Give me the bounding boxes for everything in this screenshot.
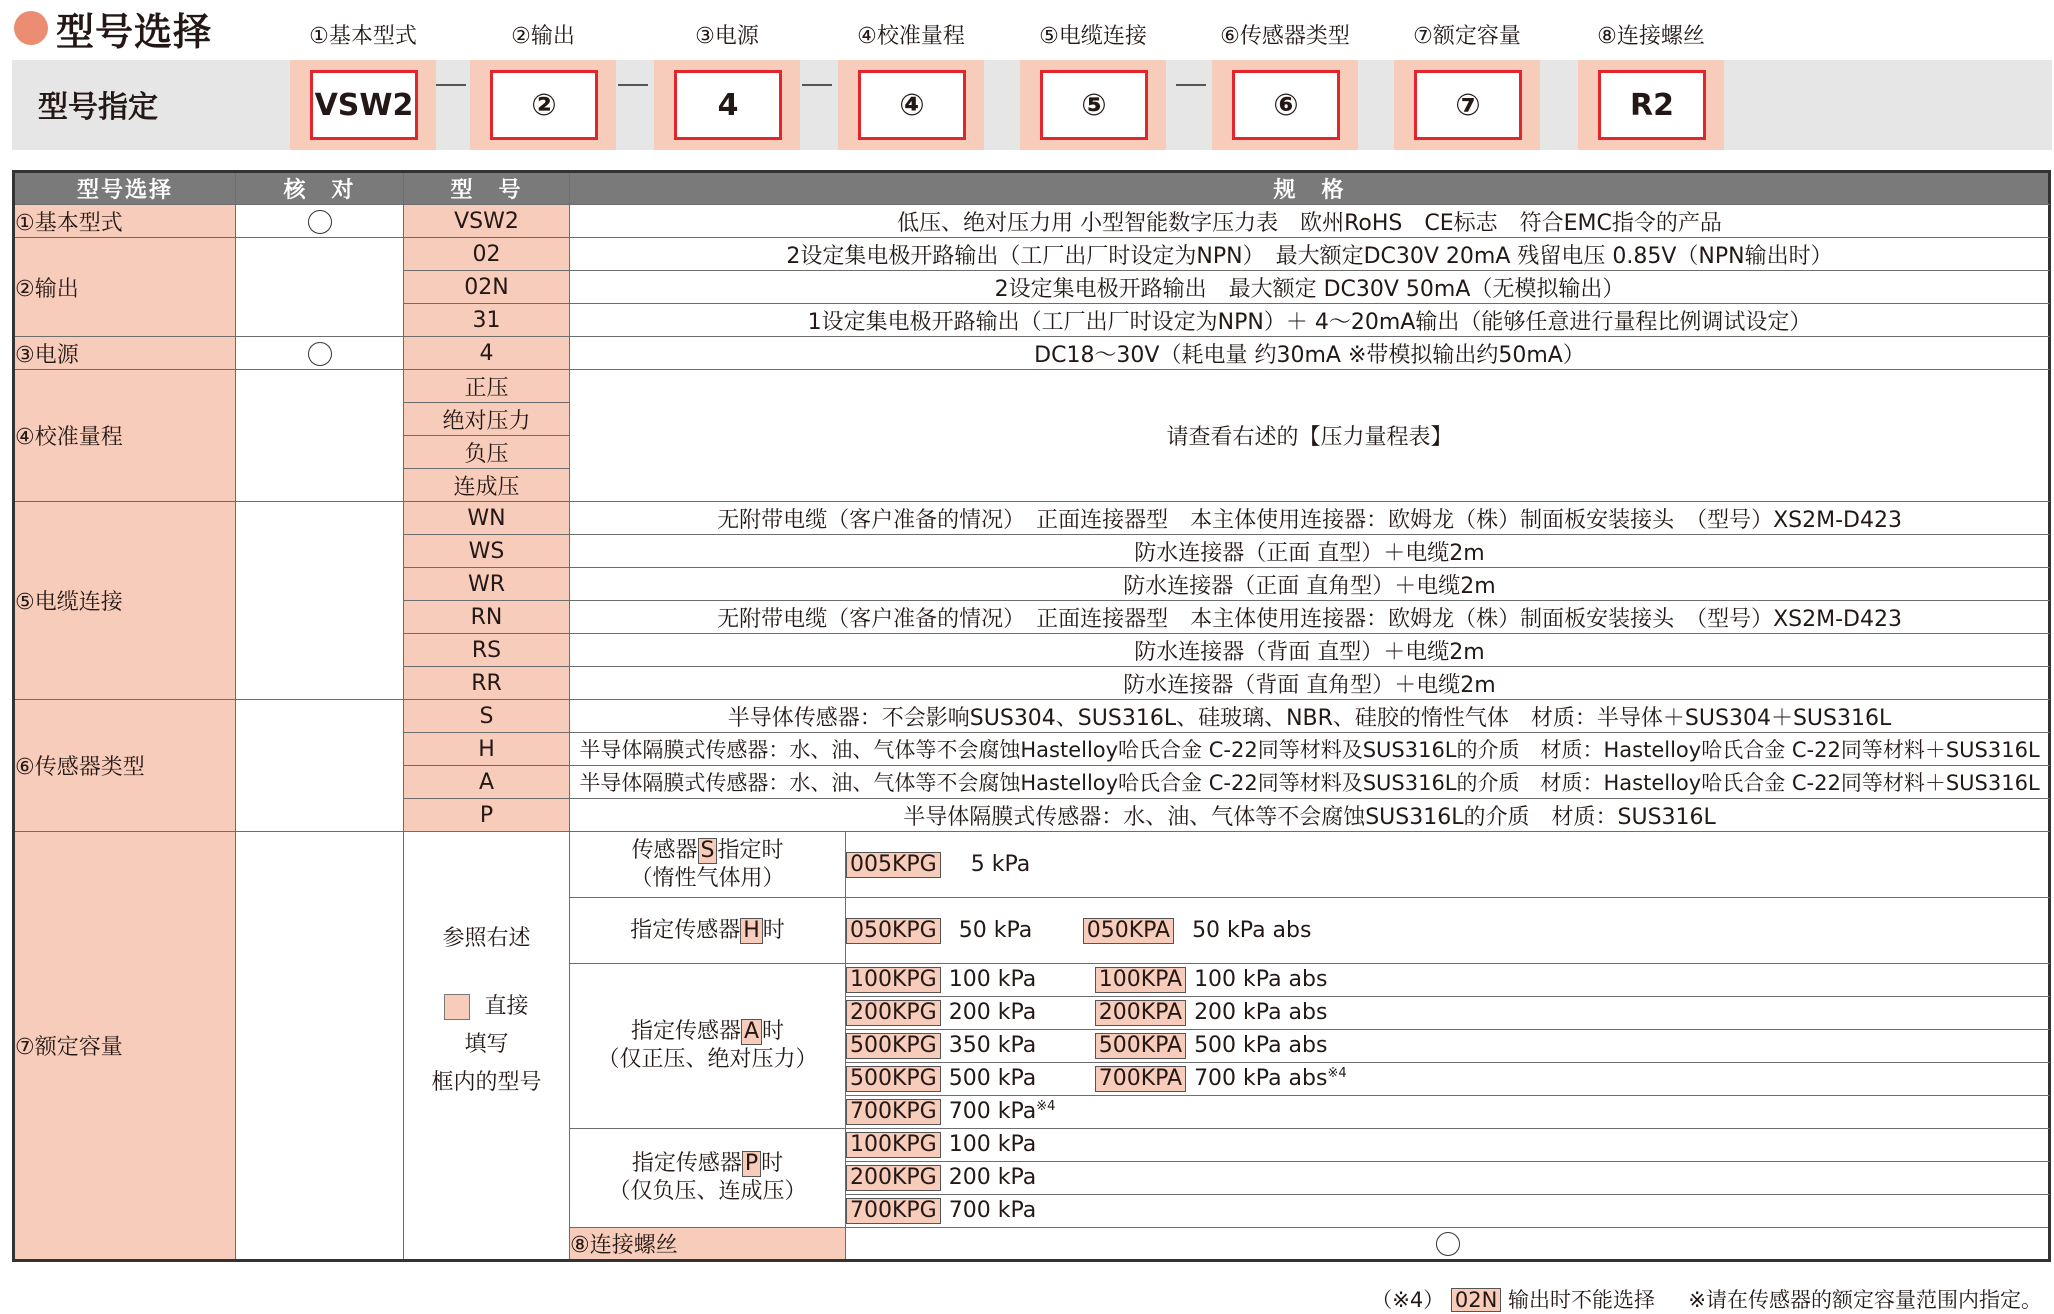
spec-cell: 半导体隔膜式传感器：水、油、气体等不会腐蚀Hastelloy哈氏合金 C-22同等材料及SUS316L的介质 材质：Hastelloy哈氏合金 C-22同等材料＋SUS316L <box>570 766 2050 799</box>
capacity-value: 500 kPa <box>948 1066 1037 1092</box>
reference-line: 框内的型号 <box>431 1069 542 1095</box>
spec-cell: 无附带电缆（客户准备的情况） 正面连接器型 本主体使用连接器：欧姆龙（株）制面板安装接头 （型号）XS2M-D423 <box>570 502 2050 535</box>
code-cell: WR <box>404 568 570 601</box>
title-text: 型号选择 <box>56 9 213 54</box>
check-cell <box>236 700 404 832</box>
capacity-code-tag: 200KPG <box>846 1165 941 1191</box>
capacity-row <box>846 1030 2050 1063</box>
check-cell <box>236 502 404 700</box>
spec-cell: 防水连接器（正面 直角型）＋电缆2m <box>570 568 2050 601</box>
fill-box-icon <box>444 994 470 1020</box>
table-row <box>14 370 2050 403</box>
capacity-value: 100 kPa <box>948 967 1037 992</box>
segment-box-4 <box>838 60 984 150</box>
footnote <box>1371 1284 2042 1314</box>
segment-box-8 <box>1578 60 1724 150</box>
capacity-row <box>846 832 2050 898</box>
capacity-value: 50 kPa <box>958 917 1033 943</box>
capacity-value: 700 kPa <box>948 1198 1037 1223</box>
sensor-code-box: P <box>742 1151 761 1177</box>
check-cell <box>846 1228 2050 1261</box>
capacity-value: 200 kPa <box>948 1000 1037 1025</box>
section-title <box>14 6 213 54</box>
capacity-code-tag: 100KPA <box>1095 967 1186 993</box>
code-cell: A <box>404 766 570 799</box>
segment-value-3: 4 <box>674 70 782 140</box>
segment-label-1: ①基本型式 <box>309 24 417 49</box>
capacity-code-tag: 050KPA <box>1083 918 1174 944</box>
capacity-code-tag: 500KPG <box>846 1033 941 1059</box>
model-selection-table <box>12 170 2051 1262</box>
segment-label-4: ④校准量程 <box>857 24 965 49</box>
circle-icon <box>1436 1232 1460 1256</box>
code-cell: 4 <box>404 337 570 370</box>
segment-value-6: ⑥ <box>1232 70 1340 140</box>
capacity-code-tag: 700KPG <box>846 1198 941 1224</box>
table-row <box>14 832 2050 898</box>
segment-label-3: ③电源 <box>695 24 759 49</box>
capacity-value: 200 kPa <box>948 1165 1037 1190</box>
spec-cell: 半导体传感器：不会影响SUS304、SUS316L、硅玻璃、NBR、硅胶的惰性气体 材质：半导体＋SUS304＋SUS316L <box>570 700 2050 733</box>
category-output: ②输出 <box>14 238 236 337</box>
part-number-label: 型号指定 <box>38 90 158 125</box>
spec-cell: 防水连接器（背面 直角型）＋电缆2m <box>570 667 2050 700</box>
code-cell: RN <box>404 601 570 634</box>
code-cell: WS <box>404 535 570 568</box>
capacity-value: 700 kPa abs <box>1194 1066 1328 1092</box>
code-cell: RR <box>404 667 570 700</box>
table-header-row <box>14 172 2050 205</box>
header-code: 型 号 <box>404 172 570 205</box>
segment-box-5 <box>1020 60 1166 150</box>
code-cell: 负压 <box>404 436 570 469</box>
capacity-value: 700 kPa <box>948 1099 1037 1125</box>
footnote-text: ※请在传感器的额定容量范围内指定。 <box>1688 1288 2042 1312</box>
segment-label-7: ⑦额定容量 <box>1413 24 1521 49</box>
capacity-value: 50 kPa abs <box>1192 917 1312 943</box>
capacity-code-tag: 700KPA <box>1095 1066 1186 1092</box>
segment-label-6: ⑥传感器类型 <box>1220 24 1350 49</box>
capacity-code-tag: 100KPG <box>846 1132 941 1158</box>
bullet-dot-icon <box>14 11 48 45</box>
table-row <box>14 502 2050 535</box>
circle-icon <box>308 210 332 234</box>
capacity-row <box>846 1096 2050 1129</box>
capacity-code-tag: 500KPG <box>846 1066 941 1092</box>
category-power: ③电源 <box>14 337 236 370</box>
code-cell: 连成压 <box>404 469 570 502</box>
header-check: 核 对 <box>236 172 404 205</box>
segment-dash <box>618 84 648 86</box>
capacity-row <box>846 997 2050 1030</box>
sensor-code-box: A <box>741 1019 762 1045</box>
condition-cell-p: 指定传感器 P 时 （仅负压、连成压） <box>570 1129 846 1228</box>
capacity-code-tag: 005KPG <box>846 852 941 878</box>
capacity-code-tag: 200KPA <box>1095 1000 1186 1026</box>
spec-cell: 请查看右述的【压力量程表】 <box>570 370 2050 502</box>
reference-line: 直接 <box>484 993 529 1019</box>
check-cell <box>236 337 404 370</box>
header-spec: 规 格 <box>570 172 2050 205</box>
capacity-row <box>846 1129 2050 1162</box>
capacity-value: 100 kPa <box>948 1132 1037 1157</box>
reference-line: 填写 <box>464 1031 509 1057</box>
sensor-code-box: H <box>740 918 763 944</box>
table-row <box>14 238 2050 271</box>
segment-label-2: ②输出 <box>511 24 575 49</box>
check-cell <box>236 238 404 337</box>
capacity-value: 350 kPa <box>948 1033 1037 1058</box>
footnote-code-tag: 02N <box>1451 1288 1501 1312</box>
condition-cell-a: 指定传感器 A 时 （仅正压、绝对压力） <box>570 964 846 1129</box>
spec-cell: 半导体隔膜式传感器：水、油、气体等不会腐蚀SUS316L的介质 材质：SUS316L <box>570 799 2050 832</box>
code-cell: 正压 <box>404 370 570 403</box>
code-cell: 31 <box>404 304 570 337</box>
segment-value-5: ⑤ <box>1040 70 1148 140</box>
segment-value-4: ④ <box>858 70 966 140</box>
spec-cell: 2设定集电极开路输出 最大额定 DC30V 50mA（无模拟输出） <box>570 271 2050 304</box>
capacity-row <box>846 898 2050 964</box>
spec-cell: DC18～30V（耗电量 约30mA ※带模拟输出约50mA） <box>570 337 2050 370</box>
code-cell: RS <box>404 634 570 667</box>
capacity-code-tag: 200KPG <box>846 1000 941 1026</box>
spec-cell: 1设定集电极开路输出（工厂出厂时设定为NPN）＋ 4～20mA输出（能够任意进行量程比例调试设定） <box>570 304 2050 337</box>
footnote-mark: （※4） <box>1371 1288 1445 1312</box>
segment-value-7: ⑦ <box>1414 70 1522 140</box>
capacity-row <box>846 1063 2050 1096</box>
check-cell <box>236 370 404 502</box>
circle-icon <box>308 342 332 366</box>
segment-value-8: R2 <box>1598 70 1706 140</box>
code-cell: WN <box>404 502 570 535</box>
capacity-row <box>846 964 2050 997</box>
capacity-value: 5 kPa <box>970 851 1031 877</box>
segment-value-2: ② <box>490 70 598 140</box>
code-cell: H <box>404 733 570 766</box>
capacity-reference-note <box>404 832 570 1261</box>
table-row <box>14 205 2050 238</box>
category-basic: ①基本型式 <box>14 205 236 238</box>
condition-cell-h: 指定传感器 H 时 <box>570 898 846 964</box>
check-cell <box>236 832 404 1261</box>
sensor-code-box: S <box>698 838 718 864</box>
spec-cell: 半导体隔膜式传感器：水、油、气体等不会腐蚀Hastelloy哈氏合金 C-22同等材料及SUS316L的介质 材质：Hastelloy哈氏合金 C-22同等材料＋SUS316L <box>570 733 2050 766</box>
header-model-select: 型号选择 <box>14 172 236 205</box>
condition-cell-s: 传感器 S 指定时 （惰性气体用） <box>570 832 846 898</box>
segment-box-6 <box>1212 60 1358 150</box>
segment-box-2 <box>470 60 616 150</box>
capacity-value: 100 kPa abs <box>1194 967 1328 992</box>
code-cell: S <box>404 700 570 733</box>
segment-box-7 <box>1394 60 1540 150</box>
spec-cell: 防水连接器（正面 直型）＋电缆2m <box>570 535 2050 568</box>
category-range: ④校准量程 <box>14 370 236 502</box>
segment-label-5: ⑤电缆连接 <box>1039 24 1147 49</box>
segment-dash <box>1176 84 1206 86</box>
code-cell: 02 <box>404 238 570 271</box>
check-cell <box>236 205 404 238</box>
reference-line: 参照右述 <box>442 925 531 951</box>
segment-value-1: VSW2 <box>310 70 418 140</box>
table-row <box>14 337 2050 370</box>
code-cell: VSW2 <box>404 205 570 238</box>
capacity-code-tag: 100KPG <box>846 967 941 993</box>
code-cell: P <box>404 799 570 832</box>
segment-box-1 <box>290 60 436 150</box>
capacity-value: 500 kPa abs <box>1194 1033 1328 1058</box>
code-cell: 绝对压力 <box>404 403 570 436</box>
segment-box-3 <box>654 60 800 150</box>
capacity-row <box>846 1162 2050 1195</box>
footnote-ref: ※4 <box>1036 1098 1056 1114</box>
spec-cell: 2设定集电极开路输出（工厂出厂时设定为NPN） 最大额定DC30V 20mA 残留电压 0.85V（NPN输出时） <box>570 238 2050 271</box>
capacity-value: 200 kPa abs <box>1194 1000 1328 1025</box>
code-cell: 02N <box>404 271 570 304</box>
category-capacity: ⑦额定容量 <box>14 832 236 1261</box>
spec-cell: 低压、绝对压力用 小型智能数字压力表 欧州RoHS CE标志 符合EMC指令的产品 <box>570 205 2050 238</box>
category-sensor: ⑥传感器类型 <box>14 700 236 832</box>
segment-label-8: ⑧连接螺丝 <box>1597 24 1705 49</box>
category-thread: ⑧连接螺丝 <box>570 1228 846 1261</box>
capacity-code-tag: 700KPG <box>846 1099 941 1125</box>
category-cable: ⑤电缆连接 <box>14 502 236 700</box>
spec-cell: 无附带电缆（客户准备的情况） 正面连接器型 本主体使用连接器：欧姆龙（株）制面板安装接头 （型号）XS2M-D423 <box>570 601 2050 634</box>
capacity-row <box>846 1195 2050 1228</box>
segment-dash <box>802 84 832 86</box>
capacity-code-tag: 050KPG <box>846 918 941 944</box>
footnote-text: 输出时不能选择 <box>1508 1288 1656 1312</box>
footnote-ref: ※4 <box>1327 1065 1347 1081</box>
table-row <box>14 700 2050 733</box>
capacity-code-tag: 500KPA <box>1095 1033 1186 1059</box>
segment-dash <box>436 84 466 86</box>
spec-cell: 防水连接器（背面 直型）＋电缆2m <box>570 634 2050 667</box>
